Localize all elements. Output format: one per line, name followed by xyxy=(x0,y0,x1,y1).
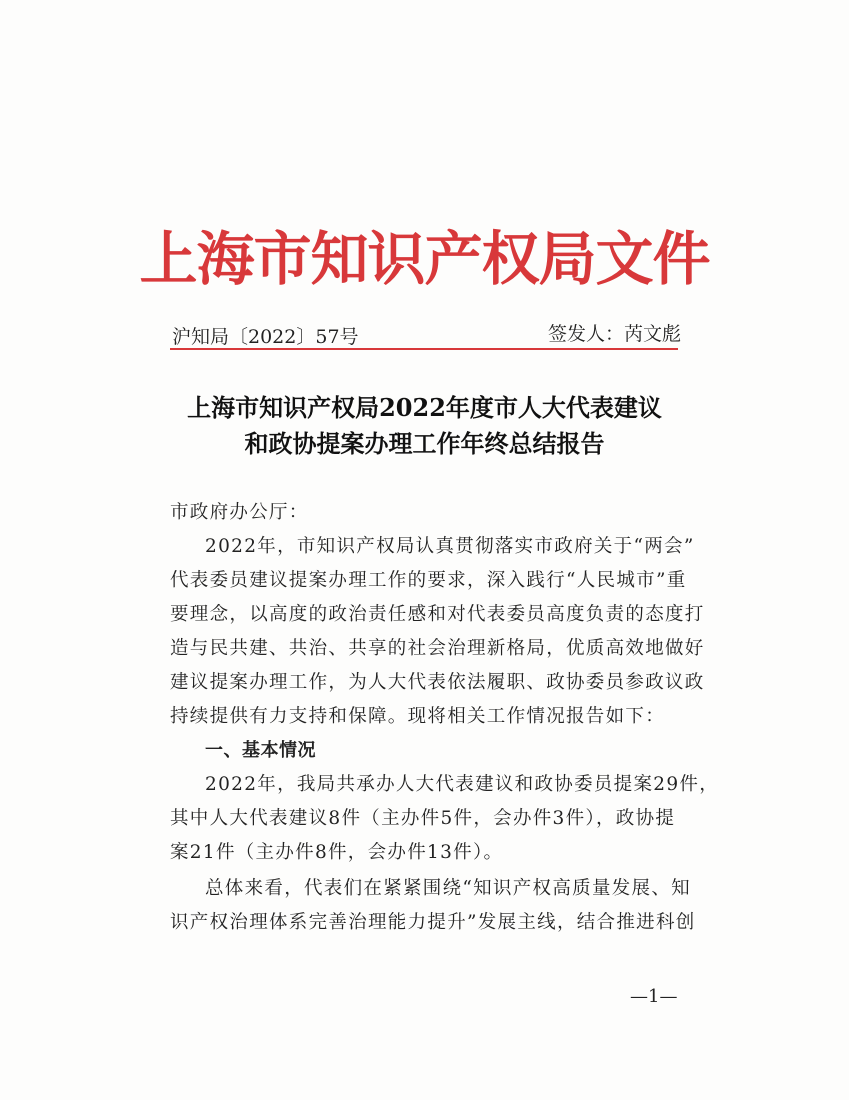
page-number: —1— xyxy=(630,986,678,1007)
paragraph-line: 建议提案办理工作，为人大代表依法履职、政协委员参政议政 xyxy=(170,672,705,693)
red-divider-line xyxy=(170,348,678,350)
recipient: 市政府办公厅： xyxy=(170,502,309,523)
paragraph-line: 案21件（主办件8件，会办件13件）。 xyxy=(170,842,504,863)
paragraph-line: 其中人大代表建议8件（主办件5件，会办件3件），政协提 xyxy=(170,808,676,829)
report-title-line-2: 和政协提案办理工作年终总结报告 xyxy=(244,429,605,458)
signer: 签发人：芮文彪 xyxy=(547,323,681,345)
paragraph-line: 2022年，市知识产权局认真贯彻落实市政府关于“两会” xyxy=(205,536,695,557)
paragraph-line: 代表委员建议提案办理工作的要求，深入践行“人民城市”重 xyxy=(170,570,687,591)
paragraph-line: 总体来看，代表们在紧紧围绕“知识产权高质量发展、知 xyxy=(205,878,691,899)
paragraph-line: 识产权治理体系完善治理能力提升”发展主线，结合推进科创 xyxy=(170,912,696,933)
paragraph-line: 2022年，我局共承办人大代表建议和政协委员提案29件， xyxy=(205,774,720,795)
document-number: 沪知局〔2022〕57号 xyxy=(172,326,359,348)
report-title-line-1: 上海市知识产权局2022年度市人大代表建议 xyxy=(187,393,662,422)
paragraph-line: 持续提供有力支持和保障。现将相关工作情况报告如下： xyxy=(170,706,666,727)
paragraph-line: 要理念，以高度的政治责任感和对代表委员高度负责的态度打 xyxy=(170,604,705,625)
document-header-title: 上海市知识产权局文件 xyxy=(139,225,710,293)
section-heading: 一、基本情况 xyxy=(205,740,316,761)
paragraph-line: 造与民共建、共治、共享的社会治理新格局，优质高效地做好 xyxy=(170,638,705,659)
